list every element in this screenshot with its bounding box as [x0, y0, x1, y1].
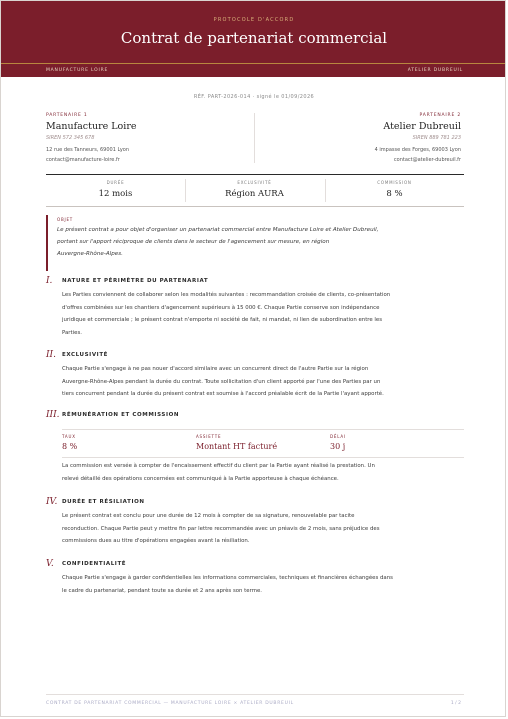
partner-1-email[interactable]: contact@manufacture-loire.fr	[46, 157, 120, 163]
stat-commission-label: COMMISSION	[377, 180, 412, 185]
rem-base	[196, 434, 277, 451]
footer-title: CONTRAT DE PARTENARIAT COMMERCIAL — MANUFACTURE LOIRE × ATELIER DUBREUIL	[46, 701, 294, 706]
section-body	[62, 510, 464, 548]
section-number: IV.	[46, 497, 58, 507]
body-line: Chaque Partie s'engage à ne pas nouer d'accord similaire avec un concurrent direct de l'autre Partie sur la région	[62, 366, 369, 372]
partner-2-address: 4 impasse des Forges, 69003 Lyon	[374, 147, 461, 153]
partner-2-label: PARTENAIRE 2	[419, 113, 461, 118]
stat-exclusivity-value: Région AURA	[225, 189, 284, 199]
header-band	[1, 1, 506, 77]
body-line: Auvergne-Rhône-Alpes pendant la durée du contrat. Toute sollicitation d'un client apporté par l'une des Parties par un	[62, 378, 381, 385]
body-line: Les Parties conviennent de collaborer selon les modalités suivantes : recommandation croisée de clients, co-présentation	[62, 292, 391, 298]
page-title: Contrat de partenariat commercial	[120, 29, 388, 47]
stat-exclusivity-label: EXCLUSIVITÉ	[237, 180, 272, 185]
page-number: 1 / 2	[450, 701, 461, 706]
key-terms-strip	[46, 174, 464, 207]
body-line: le cadre du partenariat, pendant toute sa durée et 2 ans après son terme.	[62, 587, 263, 594]
header-divider	[1, 63, 506, 64]
body-line: d'offres combinées sur les chantiers d'agencement supérieurs à 15 000 €. Chaque Partie conserve son indépendance	[62, 304, 380, 311]
section-body	[62, 572, 464, 597]
body-line: reconduction. Chaque Partie peut y mettre fin par lettre recommandée avec un préavis de 2 mois, sans préjudice des	[62, 525, 380, 532]
section-heading: NATURE ET PÉRIMÈTRE DU PARTENARIAT	[62, 278, 209, 284]
stat-commission-value: 8 %	[386, 189, 403, 199]
footer-divider	[46, 694, 464, 695]
section-heading: RÉMUNÉRATION ET COMMISSION	[62, 412, 180, 418]
rem-rate-value: 8 %	[62, 442, 78, 451]
objet-text	[57, 224, 464, 260]
partner-1-address: 12 rue des Tanneurs, 69001 Lyon	[46, 147, 130, 153]
stat-commission	[325, 180, 464, 199]
section-heading: EXCLUSIVITÉ	[62, 352, 109, 358]
objet-line: Auvergne-Rhône-Alpes.	[57, 251, 123, 257]
partner-1-name: Manufacture Loire	[46, 121, 137, 132]
rem-rate-label: TAUX	[62, 434, 76, 439]
objet-line: Le présent contrat a pour objet d'organiser un partenariat commercial entre Manufacture Loire et Atelier Dubreuil,	[57, 227, 379, 233]
rem-base-label: ASSIETTE	[196, 434, 222, 439]
stat-exclusivity	[185, 180, 324, 199]
body-line: relevé détaillé des opérations concernées est communiqué à la Partie apporteuse à chaque échéance.	[62, 475, 339, 482]
partner-2-siren: SIREN 889 781 223	[412, 135, 461, 141]
body-line: Chaque Partie s'engage à garder confidentielles les informations commerciales, techniques et financières échangées dans	[62, 575, 393, 581]
reference-line: RÉF. PART-2026-014 · signé le 01/09/2026	[193, 94, 315, 100]
section-body	[62, 460, 464, 485]
objet-label: OBJET	[57, 217, 74, 222]
body-line: Le présent contrat est conclu pour une durée de 12 mois à compter de sa signature, renouvelable par tacite	[62, 513, 355, 519]
body-line: juridique et commerciale ; le présent contrat n'emporte ni société de fait, ni mandat, ni lien de subordination entre les	[62, 317, 383, 323]
section-heading: DURÉE ET RÉSILIATION	[62, 499, 145, 505]
rem-base-value: Montant HT facturé	[196, 442, 278, 451]
stat-duration-value: 12 mois	[98, 189, 133, 199]
objet-line: portant sur l'apport réciproque de clients dans le secteur de l'agencement sur mesure, en région	[57, 239, 330, 245]
partner-1-block	[46, 113, 246, 163]
section-body	[62, 363, 464, 401]
rem-delay	[330, 434, 346, 451]
partner-1-siren: SIREN 572 345 678	[46, 135, 95, 141]
partners-divider	[254, 113, 255, 163]
section-number: III.	[46, 410, 60, 420]
body-line: Parties.	[62, 329, 82, 336]
section-number: V.	[46, 559, 54, 569]
remuneration-grid	[62, 429, 464, 458]
body-line: La commission est versée à compter de l'encaissement effectif du client par la Partie ayant réalisé la prestation. Un	[62, 463, 375, 469]
header-left-tag: MANUFACTURE LOIRE	[46, 68, 109, 73]
partner-2-name: Atelier Dubreuil	[383, 121, 461, 132]
rem-delay-value: 30 j	[330, 442, 346, 451]
body-line: commissions dues au titre d'opérations engagées avant la résiliation.	[62, 538, 250, 544]
objet-callout	[46, 215, 464, 271]
header-kicker: PROTOCOLE D'ACCORD	[213, 17, 295, 23]
section-body	[62, 289, 464, 339]
partner-2-block	[261, 113, 461, 163]
rem-delay-label: DÉLAI	[330, 434, 346, 439]
section-number: II.	[46, 350, 56, 360]
section-number: I.	[46, 276, 53, 286]
stat-duration-label: DURÉE	[106, 180, 125, 185]
body-line: tiers concurrent pendant la durée du présent contrat est soumise à l'accord préalable écrit de la Partie l'ayant apporté.	[62, 391, 384, 397]
stat-duration	[46, 180, 185, 199]
header-right-tag: ATELIER DUBREUIL	[407, 68, 463, 73]
section-heading: CONFIDENTIALITÉ	[62, 561, 127, 567]
partner-2-email[interactable]: contact@atelier-dubreuil.fr	[393, 157, 461, 163]
partner-1-label: PARTENAIRE 1	[46, 113, 88, 118]
rem-rate	[62, 434, 77, 451]
